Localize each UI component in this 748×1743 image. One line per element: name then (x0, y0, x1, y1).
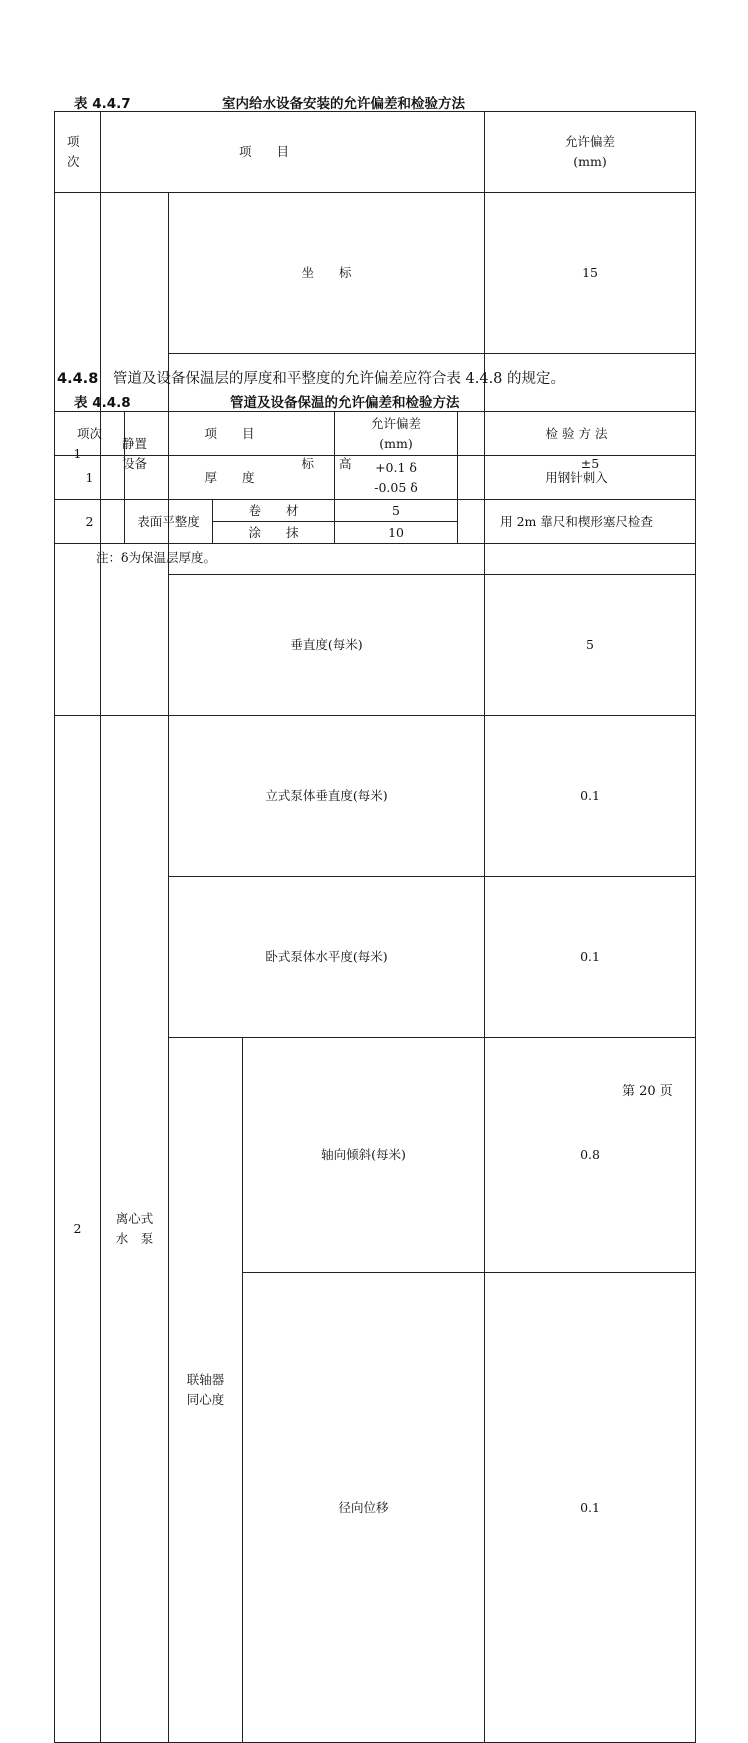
table2-row2-sub-tolerance: 10 (335, 522, 458, 544)
table2-row1-tolerance (335, 456, 458, 500)
table2-header-tolerance (335, 412, 458, 456)
table1-coupling-name-line1: 联轴器 (186, 1372, 225, 1387)
table2-header-tolerance-line2: (mm) (379, 435, 413, 451)
table1-cell-tolerance: 0.8 (485, 1038, 696, 1273)
table2-header-row (55, 412, 696, 456)
table-row (55, 500, 696, 522)
table2 (54, 411, 696, 544)
table1-cell-item: 径向位移 (243, 1273, 485, 1743)
table-row (55, 456, 696, 500)
table1-cell-tolerance: 5 (485, 575, 696, 716)
table2-row2-sub-tolerance: 5 (335, 500, 458, 522)
table2-header-method: 检 验 方 法 (458, 412, 696, 456)
paragraph (57, 367, 717, 388)
page-number: 第 20 页 (622, 1084, 673, 1099)
table1-cell-tolerance: 0.1 (485, 1273, 696, 1743)
table1-cell-item: 轴向倾斜(每米) (243, 1038, 485, 1273)
table1-header-index-line2: 次 (67, 154, 80, 169)
table2-row1-index: 1 (55, 456, 125, 500)
table2-row2-sub-item: 涂 抹 (213, 522, 335, 544)
table2-row2-index: 2 (55, 500, 125, 544)
paragraph-text: 管道及设备保温层的厚度和平整度的允许偏差应符合表 4.4.8 的规定。 (112, 371, 566, 387)
table2-note: 注：δ为保温层厚度。 (96, 550, 217, 565)
table2-row1-tolerance-line2: -0.05 δ (374, 479, 418, 495)
table2-header-item: 项 目 (125, 412, 335, 456)
table2-number: 表 4.4.8 (74, 395, 131, 411)
table2-row1-item: 厚 度 (125, 456, 335, 500)
table2-header-index: 项次 (55, 412, 125, 456)
table2-header-tolerance-line1: 允许偏差 (371, 415, 422, 431)
table1-header-item: 项 目 (101, 112, 485, 193)
table1-coupling-name-line2: 同心度 (186, 1392, 225, 1407)
table1-header-index (55, 112, 101, 193)
table1-group1-name-line2: 设备 (121, 456, 147, 471)
table-row (55, 193, 696, 354)
table1-group2-name (101, 716, 169, 1743)
table2-row2-method: 用 2m 靠尺和楔形塞尺检查 (458, 500, 696, 544)
table1-cell-item: 卧式泵体水平度(每米) (169, 877, 485, 1038)
table2-row1-tolerance-line1: +0.1 δ (375, 459, 417, 475)
table2-row1-method: 用钢针刺入 (458, 456, 696, 500)
table1-group1-index: 1 (55, 193, 101, 716)
paragraph-number: 4.4.8 (57, 371, 99, 387)
table1-group1-name-line1: 静置 (121, 436, 147, 451)
table1-coupling-name (169, 1038, 243, 1743)
table1-cell-tolerance: 15 (485, 193, 696, 354)
table1-cell-item: 坐 标 (169, 193, 485, 354)
table1-cell-tolerance: 0.1 (485, 877, 696, 1038)
table1-header-index-line1: 项 (67, 134, 80, 149)
table1-header-tolerance-line1: 允许偏差 (565, 134, 616, 149)
table1-cell-item: 标 高 (169, 354, 485, 575)
table2-title: 管道及设备保温的允许偏差和检验方法 (230, 395, 460, 411)
table-row (55, 716, 696, 877)
table1-cell-item: 立式泵体垂直度(每米) (169, 716, 485, 877)
table1-header-row (55, 112, 696, 193)
table2-row2-item: 表面平整度 (125, 500, 213, 544)
table2-row2-sub-item: 卷 材 (213, 500, 335, 522)
table1-header-tolerance-line2: (mm) (573, 154, 607, 169)
table1-cell-tolerance: 0.1 (485, 716, 696, 877)
table1-cell-tolerance: ±5 (485, 354, 696, 575)
table1-group2-name-line1: 离心式 (115, 1211, 154, 1226)
table1-number: 表 4.4.7 (74, 96, 131, 112)
table1-group2-index: 2 (55, 716, 101, 1743)
table1 (54, 111, 696, 1743)
table1-cell-item: 垂直度(每米) (169, 575, 485, 716)
table1-header-tolerance (485, 112, 696, 193)
table1-title: 室内给水设备安装的允许偏差和检验方法 (222, 96, 465, 112)
table1-group2-name-line2: 水 泵 (115, 1231, 154, 1246)
